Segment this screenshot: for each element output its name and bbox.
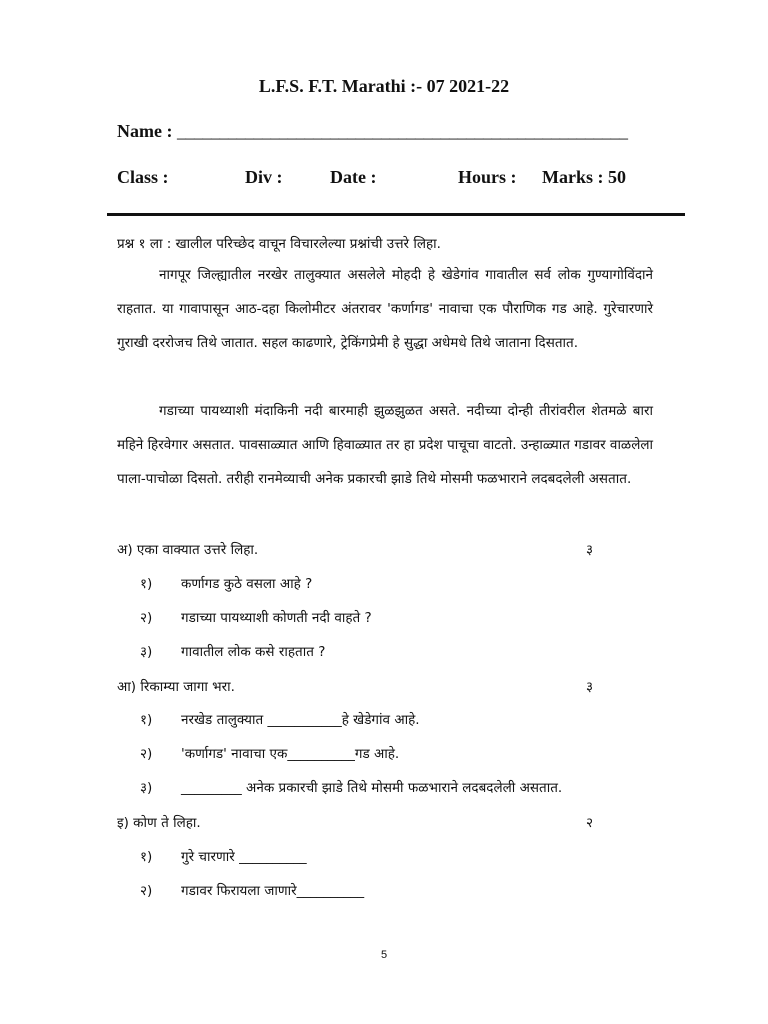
list-item: गुरे चारणारे __________ <box>181 849 307 865</box>
passage-paragraph-1: नागपूर जिल्ह्यातील नरखेर तालुक्यात असलेले मोहदी हे खेडेगांव गावातील सर्व लोक गुण्यागोविंदाने राहतात. या गावापासून आठ-दहा किलोमीटर अंतरावर 'कर्णागड' नावाचा एक पौराणिक गड आहे. गुरेचारणारे गुराखी दररोजच तिथे जातात. सहल काढणारे, ट्रेकिंगप्रेमी हे सुद्धा अधेमधे तिथे जाताना दिसतात. <box>117 267 653 351</box>
div-label: Div : <box>245 167 283 187</box>
list-item: गडाच्या पायथ्याशी कोणती नदी वाहते ? <box>181 610 372 626</box>
section-aa-marks: ३ <box>586 679 594 695</box>
list-item-number: ३) <box>140 644 153 660</box>
list-item: _________ अनेक प्रकारची झाडे तिथे मोसमी फळभाराने लदबदलेली असतात. <box>181 780 563 796</box>
list-item: 'कर्णागड' नावाचा एक__________गड आहे. <box>181 746 400 762</box>
list-item-number: २) <box>140 746 153 762</box>
date-label: Date : <box>330 167 377 187</box>
marks-label: Marks : 50 <box>542 167 626 187</box>
list-item: गावातील लोक कसे राहतात ? <box>181 644 326 660</box>
list-item-number: २) <box>140 610 153 626</box>
hours-label: Hours : <box>458 167 517 187</box>
name-field-row <box>117 121 627 142</box>
list-item: गडावर फिरायला जाणारे__________ <box>181 883 365 899</box>
list-item: कर्णागड कुठे वसला आहे ? <box>181 576 313 592</box>
list-item-number: २) <box>140 883 153 899</box>
section-i-title: इ) कोण ते लिहा. <box>117 815 201 831</box>
passage-paragraph-2: गडाच्या पायथ्याशी मंदाकिनी नदी बारमाही झुळझुळत असते. नदीच्या दोन्ही तीरांवरील शेतमळे बारा महिने हिरवेगार असतात. पावसाळ्यात आणि हिवाळ्यात तर हा प्रदेश पाचूचा वाटतो. उन्हाळ्यात गडावर वाळलेला पाला-पाचोळा दिसतो. तरीही रानमेव्याची अनेक प्रकारची झाडे तिथे मोसमी फळभाराने लदबदलेली असतात. <box>117 403 653 487</box>
list-item-number: १) <box>140 712 153 728</box>
name-label: Name : <box>117 121 177 141</box>
name-blank: _____________________________________________________ <box>176 121 628 141</box>
list-item-number: १) <box>140 849 153 865</box>
page-title: L.F.S. F.T. Marathi :- 07 2021-22 <box>258 76 510 96</box>
section-aa-title: आ) रिकाम्या जागा भरा. <box>117 679 235 695</box>
list-item-number: ३) <box>140 780 153 796</box>
section-a-title: अ) एका वाक्यात उत्तरे लिहा. <box>117 542 259 558</box>
question-heading: प्रश्न १ ला : खालील परिच्छेद वाचून विचारलेल्या प्रश्नांची उत्तरे लिहा. <box>117 236 441 252</box>
header-divider <box>107 213 685 216</box>
list-item-number: १) <box>140 576 153 592</box>
section-a-marks: ३ <box>586 542 594 558</box>
class-label: Class : <box>117 167 169 187</box>
page-number: 5 <box>380 949 388 961</box>
section-i-marks: २ <box>586 815 594 831</box>
list-item: नरखेड तालुक्यात ___________हे खेडेगांव आहे. <box>181 712 420 728</box>
